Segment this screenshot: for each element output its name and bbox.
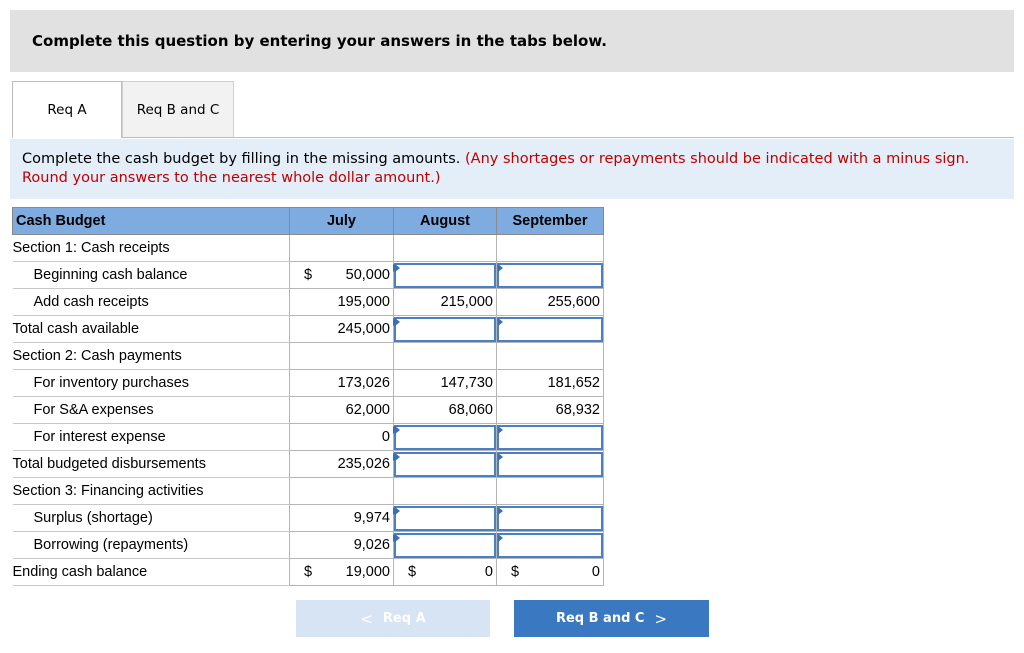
table-row [13,397,604,424]
tab-req-b-and-c[interactable]: Req B and C [122,81,234,137]
instructions-main: Complete the cash budget by filling in the missing amounts. [22,151,465,167]
ending-cash-august: 0 [484,564,493,580]
total-disbursements-september-input[interactable] [497,452,603,477]
row-label-total-disbursements: Total budgeted disbursements [13,451,290,478]
row-label-add-cash-receipts: Add cash receipts [13,289,290,316]
instructions-banner [10,10,1014,72]
sa-expenses-september: 68,932 [555,402,600,418]
chevron-left-icon: < [360,609,373,628]
tab-req-a[interactable]: Req A [12,81,122,138]
sa-expenses-july: 62,000 [345,402,390,418]
surplus-august-input[interactable] [394,506,496,531]
header-cash-budget: Cash Budget [13,208,290,235]
add-cash-receipts-july: 195,000 [337,294,390,310]
borrowing-september-input[interactable] [497,533,603,558]
header-september: September [497,208,604,235]
currency-sign: $ [511,564,520,580]
total-cash-available-september-input[interactable] [497,317,603,342]
table-row [13,235,604,262]
beginning-cash-july: 50,000 [345,267,390,283]
row-label-inventory-purchases: For inventory purchases [13,370,290,397]
row-label-surplus-shortage: Surplus (shortage) [13,505,290,532]
row-label-ending-cash: Ending cash balance [13,559,290,586]
currency-sign: $ [408,564,417,580]
banner-text: Complete this question by entering your answers in the tabs below. [32,32,607,50]
total-disbursements-july: 235,026 [337,456,390,472]
prev-req-a-button[interactable] [296,600,490,637]
row-label-section-2: Section 2: Cash payments [13,343,290,370]
row-label-section-3: Section 3: Financing activities [13,478,290,505]
total-cash-available-july: 245,000 [337,321,390,337]
table-row [13,532,604,559]
next-req-b-and-c-button[interactable] [514,600,709,637]
row-label-sa-expenses: For S&A expenses [13,397,290,424]
interest-august-input[interactable] [394,425,496,450]
beginning-cash-august-input[interactable] [394,263,496,288]
next-button-label: Req B and C [555,611,645,626]
table-row [13,505,604,532]
cash-budget-table [12,207,604,586]
task-instructions [10,139,1014,199]
row-label-borrowing-repayments: Borrowing (repayments) [13,532,290,559]
table-row [13,559,604,586]
header-july: July [290,208,394,235]
interest-september-input[interactable] [497,425,603,450]
total-disbursements-august-input[interactable] [394,452,496,477]
table-row [13,289,604,316]
borrowing-july: 9,026 [353,537,390,553]
table-row [13,424,604,451]
interest-july: 0 [381,429,390,445]
inventory-august: 147,730 [440,375,493,391]
borrowing-august-input[interactable] [394,533,496,558]
instructions-note: (Any shortages or repayments should be indicated with a minus sign. Round your answers to the nearest whole dollar amount.) [22,151,970,186]
currency-sign: $ [304,267,313,283]
sa-expenses-august: 68,060 [448,402,493,418]
prev-button-label: Req A [382,611,426,626]
surplus-september-input[interactable] [497,506,603,531]
row-label-total-cash-available: Total cash available [13,316,290,343]
table-row [13,262,604,289]
row-label-interest-expense: For interest expense [13,424,290,451]
currency-sign: $ [304,564,313,580]
inventory-september: 181,652 [547,375,600,391]
ending-cash-july: 19,000 [345,564,390,580]
ending-cash-september: 0 [591,564,600,580]
add-cash-receipts-august: 215,000 [440,294,493,310]
table-row [13,316,604,343]
beginning-cash-september-input[interactable] [497,263,603,288]
total-cash-available-august-input[interactable] [394,317,496,342]
table-row [13,478,604,505]
tab-divider [12,137,1014,138]
table-row [13,343,604,370]
row-label-section-1: Section 1: Cash receipts [13,235,290,262]
table-row [13,451,604,478]
header-august: August [394,208,497,235]
surplus-july: 9,974 [353,510,390,526]
row-label-beginning-cash: Beginning cash balance [13,262,290,289]
add-cash-receipts-september: 255,600 [547,294,600,310]
table-row [13,370,604,397]
chevron-right-icon: > [654,609,668,628]
inventory-july: 173,026 [337,375,390,391]
table-header-row [13,208,604,235]
